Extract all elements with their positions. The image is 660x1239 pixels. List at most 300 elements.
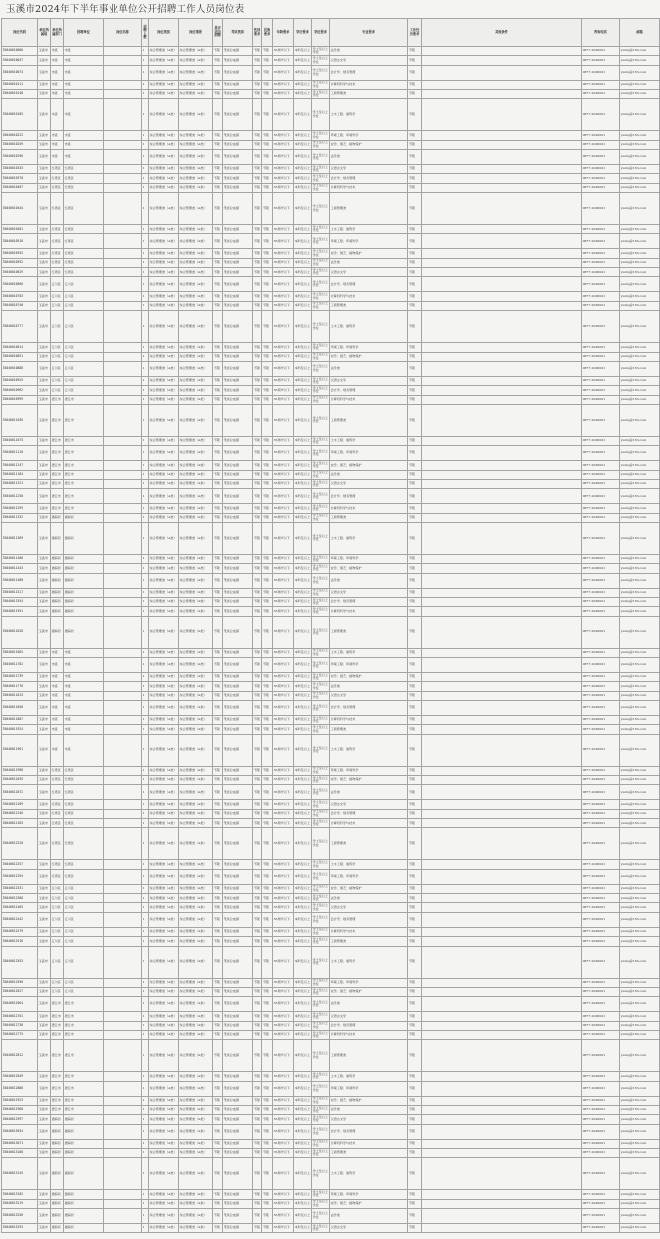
table-cell: 红塔区 xyxy=(64,183,104,192)
table-cell: 红塔区 xyxy=(51,234,64,249)
table-cell: 汉语言文学 xyxy=(330,588,408,597)
table-cell: 不限 xyxy=(408,766,422,775)
table-cell: yxsrsj@163.com xyxy=(620,819,660,828)
table-cell: 玉溪市 xyxy=(38,436,51,445)
table-cell xyxy=(104,277,142,292)
table-cell: 1 xyxy=(142,1190,149,1199)
table-cell: 计算机科学与技术 xyxy=(330,80,408,89)
table-cell: 玉溪市 xyxy=(38,311,51,343)
table-cell: 笔试总成绩 xyxy=(223,461,253,470)
table-cell: 35周岁以下 xyxy=(273,1190,294,1199)
table-cell: 综合管理类（A类） xyxy=(149,80,179,89)
table-cell: 不限 xyxy=(262,446,273,461)
table-cell: 笔试总成绩 xyxy=(223,386,253,395)
table-cell: 不限 xyxy=(213,1021,223,1030)
table-cell: 综合管理类（A类） xyxy=(179,249,213,258)
table-cell: 35040013219 xyxy=(2,1199,38,1208)
table-cell xyxy=(104,249,142,258)
table-cell: 玉溪市 xyxy=(38,1208,51,1223)
table-cell xyxy=(104,937,142,946)
table-cell: 不限 xyxy=(408,701,422,716)
table-cell: 综合管理类（A类） xyxy=(179,1072,213,1081)
table-cell: 通海县 xyxy=(51,597,64,606)
table-cell: 1 xyxy=(142,489,149,504)
table-cell: 本科及以上 xyxy=(294,673,312,682)
table-cell: 江川区 xyxy=(51,301,64,310)
table-cell: 计算机科学与技术 xyxy=(330,183,408,192)
table-cell: yxsrsj@163.com xyxy=(620,785,660,800)
table-cell: 不限 xyxy=(253,1105,262,1114)
table-cell: 不限 xyxy=(408,809,422,818)
table-cell: 不限 xyxy=(213,884,223,893)
table-cell xyxy=(422,65,582,80)
table-cell: 土木工程；建筑学 xyxy=(330,436,408,445)
table-row xyxy=(2,1021,660,1030)
table-cell: 35040011480 xyxy=(2,573,38,588)
table-cell: 35040012035 xyxy=(2,776,38,785)
table-cell: 35周岁以下 xyxy=(273,1012,294,1021)
table-cell: 江川区 xyxy=(64,277,104,292)
table-cell: 35周岁以下 xyxy=(273,869,294,884)
table-cell: 综合管理类（A类） xyxy=(179,1040,213,1072)
table-cell: 学士及以上学位 xyxy=(312,1189,329,1198)
table-cell: 笔试总成绩 xyxy=(223,978,253,987)
table-cell: 综合管理类（A类） xyxy=(149,249,179,258)
table-cell: 35040011184 xyxy=(2,470,38,479)
table-cell xyxy=(422,860,582,869)
table-cell: 不限 xyxy=(408,564,422,573)
table-cell: 综合管理类（A类） xyxy=(149,361,179,376)
table-cell: yxsrsj@163.com xyxy=(620,386,660,395)
table-cell: 35040012368 xyxy=(2,894,38,903)
table-cell: yxsrsj@163.com xyxy=(620,277,660,292)
table-cell: 会计学；财务管理 xyxy=(330,65,408,80)
table-cell: 不限 xyxy=(253,1012,262,1021)
table-cell: 综合管理类（A类） xyxy=(149,489,179,504)
table-cell: 不限 xyxy=(253,894,262,903)
table-cell: 35周岁以下 xyxy=(273,1021,294,1030)
table-cell: 法学类 xyxy=(330,470,408,479)
table-cell: 35周岁以下 xyxy=(273,489,294,504)
table-row xyxy=(2,404,660,436)
table-cell: 不限 xyxy=(262,277,273,292)
table-row xyxy=(2,376,660,385)
table-cell: 江川区 xyxy=(51,978,64,987)
table-cell: 35周岁以下 xyxy=(273,912,294,927)
table-cell: 不限 xyxy=(262,573,273,588)
table-cell xyxy=(104,828,142,860)
table-cell: 0877-2026001 xyxy=(582,268,620,277)
table-cell: 市直 xyxy=(51,131,64,140)
table-cell: 学士及以上学位 xyxy=(312,99,330,131)
table-cell xyxy=(104,927,142,936)
table-cell: 0877-2026001 xyxy=(582,234,620,249)
table-cell xyxy=(422,1124,582,1139)
table-cell: yxsrsj@163.com xyxy=(620,1115,660,1124)
table-cell: 法学类 xyxy=(330,785,408,800)
table-cell: 综合管理类（A类） xyxy=(179,1030,213,1039)
table-cell: 不限 xyxy=(408,673,422,682)
table-cell: 0877-2026001 xyxy=(582,978,620,987)
table-cell xyxy=(422,725,582,734)
table-cell: 不限 xyxy=(253,616,262,648)
table-cell: 学士及以上学位 xyxy=(312,987,329,996)
table-cell: 红塔区 xyxy=(51,258,64,267)
table-cell: 不限 xyxy=(213,1012,223,1021)
table-cell: 学士及以上学位 xyxy=(312,479,329,488)
table-cell xyxy=(422,616,582,648)
table-cell: 笔试总成绩 xyxy=(223,573,253,588)
table-cell xyxy=(104,658,142,673)
table-cell: 不限 xyxy=(262,90,273,99)
table-cell: 江川区 xyxy=(64,894,104,903)
table-cell: 不限 xyxy=(262,800,273,809)
table-cell: 35周岁以下 xyxy=(273,766,294,775)
table-cell: 综合管理类（A类） xyxy=(179,997,213,1012)
table-cell: 本科及以上 xyxy=(294,946,312,978)
table-cell: 综合管理类（A类） xyxy=(149,554,179,563)
table-cell: 玉溪市 xyxy=(38,99,51,131)
table-cell xyxy=(422,766,582,775)
table-cell: 玉溪市 xyxy=(38,616,51,648)
table-cell: 通海县 xyxy=(64,607,104,616)
table-cell: 本科及以上 xyxy=(294,352,312,361)
table-row xyxy=(2,978,660,987)
table-cell: 不限 xyxy=(262,268,273,277)
table-cell: yxsrsj@163.com xyxy=(620,997,660,1012)
table-cell: 澄江市 xyxy=(64,479,104,488)
table-cell xyxy=(422,311,582,343)
table-cell xyxy=(104,1021,142,1030)
table-cell: 笔试总成绩 xyxy=(223,785,253,800)
table-cell: 工商管理类 xyxy=(330,1040,408,1072)
table-cell: 不限 xyxy=(213,47,223,56)
table-cell: 不限 xyxy=(213,174,223,183)
table-cell: 市直 xyxy=(64,716,104,725)
table-cell: 0877-2026001 xyxy=(582,47,620,56)
table-cell: 汉语言文学 xyxy=(330,56,408,65)
table-cell: 市直 xyxy=(64,131,104,140)
table-cell: 不限 xyxy=(253,1158,262,1190)
table-cell: 不限 xyxy=(213,734,223,766)
table-cell: 玉溪市 xyxy=(38,234,51,249)
table-cell xyxy=(422,673,582,682)
table-cell: 玉溪市 xyxy=(38,90,51,99)
table-cell: 0877-2026001 xyxy=(582,1096,620,1105)
table-cell: 通海县 xyxy=(51,1190,64,1199)
table-cell: 综合管理类（A类） xyxy=(179,912,213,927)
table-cell: 学士及以上学位 xyxy=(312,249,329,257)
table-cell: 不限 xyxy=(253,997,262,1012)
column-header: 招聘人数 xyxy=(142,19,149,47)
table-cell: 综合管理类（A类） xyxy=(149,809,179,818)
table-cell: 35040010333 xyxy=(2,165,38,174)
table-row xyxy=(2,997,660,1012)
table-cell: 本科及以上 xyxy=(294,436,312,445)
table-cell: 法学类 xyxy=(330,361,408,376)
table-cell: 1 xyxy=(142,819,149,828)
table-cell: 35040012886 xyxy=(2,1081,38,1096)
table-row xyxy=(2,131,660,140)
table-cell: 市直 xyxy=(64,47,104,56)
table-cell: yxsrsj@163.com xyxy=(620,1105,660,1114)
table-cell: 不限 xyxy=(213,800,223,809)
table-cell: 35040010518 xyxy=(2,234,38,249)
table-cell: 学士及以上学位 xyxy=(312,1158,330,1190)
table-cell: yxsrsj@163.com xyxy=(620,1124,660,1139)
table-cell: 学士及以上学位 xyxy=(312,385,329,394)
table-cell: 35周岁以下 xyxy=(273,311,294,343)
table-cell: 综合管理类（A类） xyxy=(179,607,213,616)
table-cell: 不限 xyxy=(213,573,223,588)
table-cell: yxsrsj@163.com xyxy=(620,504,660,513)
table-cell: 综合管理类（A类） xyxy=(179,258,213,267)
table-cell: 笔试总成绩 xyxy=(223,1124,253,1139)
table-cell: 综合管理类（A类） xyxy=(149,395,179,404)
table-cell xyxy=(422,504,582,513)
table-row xyxy=(2,1105,660,1114)
table-cell: 0877-2026001 xyxy=(582,607,620,616)
table-cell: 35周岁以下 xyxy=(273,258,294,267)
table-cell: 综合管理类（A类） xyxy=(179,766,213,775)
table-cell: 本科及以上 xyxy=(294,470,312,479)
table-cell: 综合管理类（A类） xyxy=(149,607,179,616)
table-cell xyxy=(422,1139,582,1148)
table-cell: 不限 xyxy=(408,513,422,522)
table-cell: 本科及以上 xyxy=(294,894,312,903)
table-cell: 35周岁以下 xyxy=(273,1096,294,1105)
table-cell: 笔试总成绩 xyxy=(223,776,253,785)
table-cell: 综合管理类（A类） xyxy=(179,99,213,131)
table-cell: 综合管理类（A类） xyxy=(179,404,213,436)
table-cell xyxy=(104,869,142,884)
table-cell xyxy=(422,249,582,258)
table-cell: 不限 xyxy=(262,1072,273,1081)
table-cell: 35040011591 xyxy=(2,607,38,616)
table-cell: 笔试总成绩 xyxy=(223,766,253,775)
table-cell: 不限 xyxy=(213,436,223,445)
table-cell: 不限 xyxy=(408,395,422,404)
table-cell xyxy=(422,301,582,310)
table-cell: 35周岁以下 xyxy=(273,1139,294,1148)
table-cell: 35周岁以下 xyxy=(273,894,294,903)
table-row xyxy=(2,165,660,174)
table-cell xyxy=(422,343,582,352)
table-cell: 35周岁以下 xyxy=(273,1105,294,1114)
table-cell: 综合管理类（A类） xyxy=(149,193,179,225)
table-cell: 0877-2026001 xyxy=(582,554,620,563)
column-header: 学历要求 xyxy=(294,19,312,47)
table-cell: 不限 xyxy=(213,234,223,249)
table-cell xyxy=(104,234,142,249)
table-cell xyxy=(422,479,582,488)
table-cell: 法学类 xyxy=(330,997,408,1012)
table-cell: 澄江市 xyxy=(64,489,104,504)
table-cell xyxy=(104,311,142,343)
table-cell: 不限 xyxy=(253,150,262,165)
table-cell: 1 xyxy=(142,446,149,461)
table-cell: 不限 xyxy=(262,776,273,785)
table-cell xyxy=(104,183,142,192)
table-cell: 不限 xyxy=(408,461,422,470)
table-cell xyxy=(104,1124,142,1139)
table-row xyxy=(2,607,660,616)
table-cell: 不限 xyxy=(408,819,422,828)
table-cell: 不限 xyxy=(262,470,273,479)
table-cell: yxsrsj@163.com xyxy=(620,809,660,818)
table-cell: 1 xyxy=(142,56,149,65)
table-cell xyxy=(104,1208,142,1223)
table-cell: 1 xyxy=(142,903,149,912)
table-cell: 学士及以上学位 xyxy=(312,554,329,563)
table-cell xyxy=(104,131,142,140)
table-cell: 江川区 xyxy=(64,386,104,395)
table-row xyxy=(2,343,660,352)
table-cell: 综合管理类（A类） xyxy=(149,573,179,588)
table-cell: 1 xyxy=(142,937,149,946)
table-cell: 35周岁以下 xyxy=(273,673,294,682)
table-cell: 1 xyxy=(142,165,149,174)
table-cell: 不限 xyxy=(253,912,262,927)
table-cell: 市直 xyxy=(64,725,104,734)
table-cell xyxy=(422,573,582,588)
table-cell xyxy=(104,1199,142,1208)
table-cell: 不限 xyxy=(253,691,262,700)
table-cell: 学士及以上学位 xyxy=(312,352,329,360)
table-cell: 学士及以上学位 xyxy=(312,376,329,385)
table-cell: 江川区 xyxy=(51,987,64,996)
table-cell: 不限 xyxy=(408,277,422,292)
table-cell: 1 xyxy=(142,946,149,978)
table-cell: 不限 xyxy=(213,395,223,404)
table-cell: 计算机科学与技术 xyxy=(330,927,408,936)
table-cell: 澄江市 xyxy=(51,461,64,470)
table-cell: 市直 xyxy=(64,701,104,716)
table-cell: 通海县 xyxy=(51,564,64,573)
table-cell: 综合管理类（A类） xyxy=(149,513,179,522)
table-cell: 工商管理类 xyxy=(330,90,408,99)
table-cell: 不限 xyxy=(262,766,273,775)
table-cell: 本科及以上 xyxy=(294,997,312,1012)
table-cell: 澄江市 xyxy=(64,1072,104,1081)
table-cell xyxy=(422,513,582,522)
table-cell: 综合管理类（A类） xyxy=(179,819,213,828)
table-cell: 不限 xyxy=(213,673,223,682)
table-cell: 本科及以上 xyxy=(294,1021,312,1030)
table-cell xyxy=(104,268,142,277)
table-cell: 不限 xyxy=(408,1199,422,1208)
table-cell: 综合管理类（A类） xyxy=(179,1199,213,1208)
table-cell: 笔试总成绩 xyxy=(223,56,253,65)
table-cell: 综合管理类（A类） xyxy=(179,1105,213,1114)
table-cell: 玉溪市 xyxy=(38,1148,51,1157)
table-cell: 玉溪市 xyxy=(38,292,51,301)
table-cell xyxy=(422,174,582,183)
table-row xyxy=(2,1115,660,1124)
table-cell: yxsrsj@163.com xyxy=(620,65,660,80)
table-cell xyxy=(422,150,582,165)
table-cell xyxy=(422,436,582,445)
table-row xyxy=(2,869,660,884)
table-cell: 不限 xyxy=(253,588,262,597)
table-cell: 不限 xyxy=(262,80,273,89)
table-cell: 综合管理类（A类） xyxy=(149,65,179,80)
table-cell: 35周岁以下 xyxy=(273,47,294,56)
table-cell: 0877-2026001 xyxy=(582,564,620,573)
table-cell: 笔试总成绩 xyxy=(223,522,253,554)
table-cell: yxsrsj@163.com xyxy=(620,1072,660,1081)
table-cell: 本科及以上 xyxy=(294,1012,312,1021)
table-cell: 不限 xyxy=(262,658,273,673)
table-cell: 0877-2026001 xyxy=(582,225,620,234)
table-cell: 35周岁以下 xyxy=(273,978,294,987)
table-cell: 不限 xyxy=(262,522,273,554)
table-cell: 市直 xyxy=(64,673,104,682)
table-cell: 0877-2026001 xyxy=(582,258,620,267)
table-cell: 综合管理类（A类） xyxy=(179,1096,213,1105)
table-cell xyxy=(422,446,582,461)
table-cell: 不限 xyxy=(213,1124,223,1139)
table-cell: 35040011628 xyxy=(2,616,38,648)
table-cell: 笔试总成绩 xyxy=(223,1081,253,1096)
table-cell: 学士及以上学位 xyxy=(312,734,330,766)
table-cell: 通海县 xyxy=(51,1199,64,1208)
table-cell: 1 xyxy=(142,277,149,292)
table-cell: 35040010222 xyxy=(2,131,38,140)
table-cell: 0877-2026001 xyxy=(582,894,620,903)
table-cell: 不限 xyxy=(213,725,223,734)
table-cell: 35040012553 xyxy=(2,946,38,978)
table-cell: 1 xyxy=(142,504,149,513)
table-cell: 本科及以上 xyxy=(294,819,312,828)
table-cell: 笔试总成绩 xyxy=(223,277,253,292)
table-row xyxy=(2,701,660,716)
table-cell: 不限 xyxy=(262,1208,273,1223)
table-cell: 江川区 xyxy=(51,376,64,385)
table-cell: 市直 xyxy=(51,90,64,99)
table-cell: 0877-2026001 xyxy=(582,701,620,716)
table-cell: 1 xyxy=(142,1072,149,1081)
table-cell: 综合管理类（A类） xyxy=(149,734,179,766)
table-cell: 0877-2026001 xyxy=(582,766,620,775)
table-cell: 不限 xyxy=(213,446,223,461)
table-cell: 笔试总成绩 xyxy=(223,1030,253,1039)
table-cell: 不限 xyxy=(408,80,422,89)
table-cell: 澄江市 xyxy=(64,404,104,436)
table-cell: 综合管理类（A类） xyxy=(179,489,213,504)
table-cell: 红塔区 xyxy=(51,860,64,869)
table-cell: 35周岁以下 xyxy=(273,140,294,149)
table-cell xyxy=(422,1208,582,1223)
table-cell: 1 xyxy=(142,1158,149,1190)
table-cell: 0877-2026001 xyxy=(582,912,620,927)
table-cell: 红塔区 xyxy=(64,225,104,234)
table-cell: 玉溪市 xyxy=(38,588,51,597)
table-cell: 综合管理类（A类） xyxy=(179,682,213,691)
table-cell: 综合管理类（A类） xyxy=(149,1190,179,1199)
table-cell: 通海县 xyxy=(64,1223,104,1232)
table-cell: 澄江市 xyxy=(51,395,64,404)
table-cell: 不限 xyxy=(253,301,262,310)
table-cell: 玉溪市 xyxy=(38,978,51,987)
table-cell: yxsrsj@163.com xyxy=(620,1139,660,1148)
table-cell: 35周岁以下 xyxy=(273,376,294,385)
table-cell: 不限 xyxy=(253,193,262,225)
table-cell: 笔试总成绩 xyxy=(223,150,253,165)
table-cell: 本科及以上 xyxy=(294,174,312,183)
table-cell: 不限 xyxy=(408,361,422,376)
table-cell: 综合管理类（A类） xyxy=(179,1208,213,1223)
